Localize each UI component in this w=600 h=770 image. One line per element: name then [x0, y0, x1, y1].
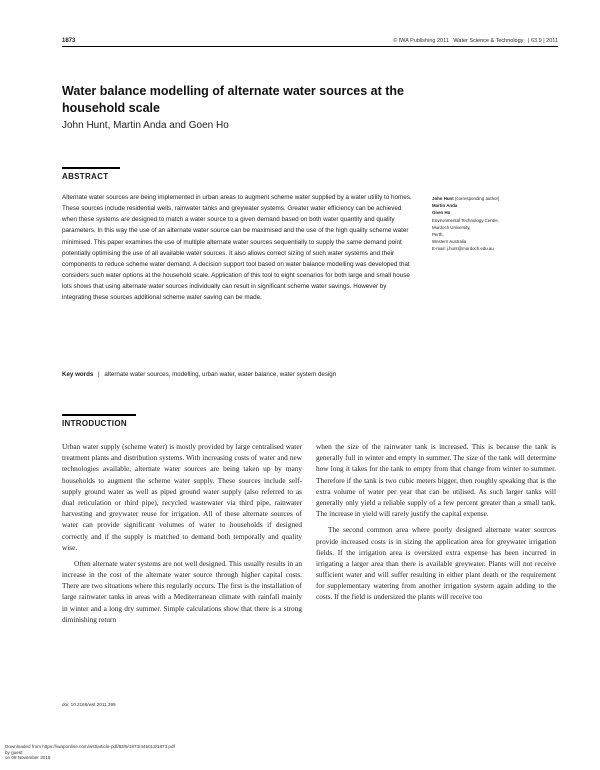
header-rule [62, 46, 558, 47]
publisher-notice: © IWA Publishing 2011 [393, 38, 449, 44]
author-email[interactable]: E-mail: j.hunt@murdoch.edu.au [432, 246, 494, 252]
article-authors: John Hunt, Martin Anda and Goen Ho [62, 120, 229, 131]
affiliation-line: Perth, [432, 232, 444, 238]
author-affiliation [432, 195, 562, 253]
author-name: Martin Anda [432, 203, 458, 209]
introduction-heading: INTRODUCTION [62, 419, 127, 428]
author-name: Goen Ho [432, 210, 451, 216]
body-column-left [62, 441, 302, 625]
abstract-body [62, 192, 417, 304]
affiliation-line: Western Australia [432, 239, 467, 245]
keywords-list: alternate water sources, modelling, urban water, water balance, water system design [104, 371, 337, 378]
body-paragraph: The second common area where poorly designed alternate water sources provide increased costs is in sizing the application area for greywater irrigation fields. If the irrigation area is oversized extra expense has been incurred in irrigating a larger area than there is available greywater. Plants will not receive sufficient water and will suffer resulting in either plant death or the requirement for supplementary watering from another irrigation system again adding to the costs. If the field is undersized the plants will receive too [316, 525, 556, 602]
download-footer [5, 744, 175, 761]
download-url[interactable]: Downloaded from https://iwaponline.com/wst/article-pdf/63/9/1873/445013/1873.pdf [5, 744, 175, 749]
affiliation-line: Murdoch University, [432, 224, 471, 230]
keywords-line [62, 371, 422, 378]
article-title: Water balance modelling of alternate water sources at the household scale [62, 84, 404, 115]
download-date: on 08 November 2018 [5, 755, 51, 761]
body-paragraph: Often alternate water systems are not well designed. This usually results in an increase in the cost of the alternate water source through higher capital costs. There are two situations where this regularly occurs. The first is the installation of large rainwater tanks in areas with a Mediterranean climate with rainfall mainly in winter and a long dry summer. Simple calculations show that there is a strong diminishing return [62, 558, 302, 624]
affiliation-line: Environmental Technology Centre, [432, 217, 500, 223]
corresponding-note: (corresponding author) [454, 196, 500, 201]
abstract-heading: ABSTRACT [62, 172, 109, 181]
volume-info: | 63.9 | 2011 [528, 38, 558, 44]
abstract-rule [62, 167, 120, 169]
abstract-text: Alternate water sources are being implemented in urban areas to augment scheme water supplied by a water utility to homes. These sources include residential wells, rainwater tanks and greywater systems. Greater water efficiency can be achieved when these systems are designed to match a water source to a given demand based on both water quantity and quality parameters. In this way the use of an alternate water source can be maximised and the use of the high quality scheme water minimised. This paper examines the use of multiple alternate water sources sequentially to supply the same demand point potentially optimising the use of all available water sources. It also allows correct sizing of such water systems and their components to reduce scheme water demand. A decision support tool based on water balance modelling was developed that considers such water options at the household scale. Application of this tool to eight scenarios for both large and small house lots shows that using alternate water sources individually can result in significant scheme water savings. However by integrating these sources additional scheme water saving can be made. [62, 194, 412, 302]
keywords-separator: | [98, 371, 100, 378]
keywords-label: Key words [62, 371, 94, 378]
page-number: 1873 [62, 38, 76, 44]
download-user: by guest [5, 749, 23, 755]
body-paragraph: when the size of the rainwater tank is increased. This is because the tank is generally full in winter and empty in summer. The size of the tank will determine how long it takes for the tank to empty from that change from winter to summer. Therefore if the tank is two cubic meters bigger, then roughly speaking that is the extra volume of water per year that can be utilised. As such larger tanks will generally only yield a reliable supply of a few percent greater than a small tank. The increase in yield will rarely justify the capital expense. [316, 442, 556, 519]
body-column-right [316, 441, 556, 603]
journal-name: Water Science & Technology [453, 38, 524, 44]
body-paragraph: Urban water supply (scheme water) is mostly provided by large centralised water treatment plants and distribution systems. With increasing costs of water and new technologies available, alternate water sources are being taken up by many households to augment the scheme water supply. These sources include self-supply ground water as well as piped ground water supply (also referred to as dual reticulation or third pipe), recycled wastewater via third pipe, rainwater harvesting and greywater reuse for irrigation. All of these alternate sources of water can provide significant volumes of water to households if designed correctly and if the supply is matched to demand both temporally and quality wise. [62, 442, 302, 552]
doi[interactable]: doi: 10.2166/wst.2011.399 [62, 702, 116, 707]
introduction-rule [62, 414, 136, 416]
journal-header [393, 38, 558, 44]
corresponding-author: John Hunt [432, 196, 454, 201]
